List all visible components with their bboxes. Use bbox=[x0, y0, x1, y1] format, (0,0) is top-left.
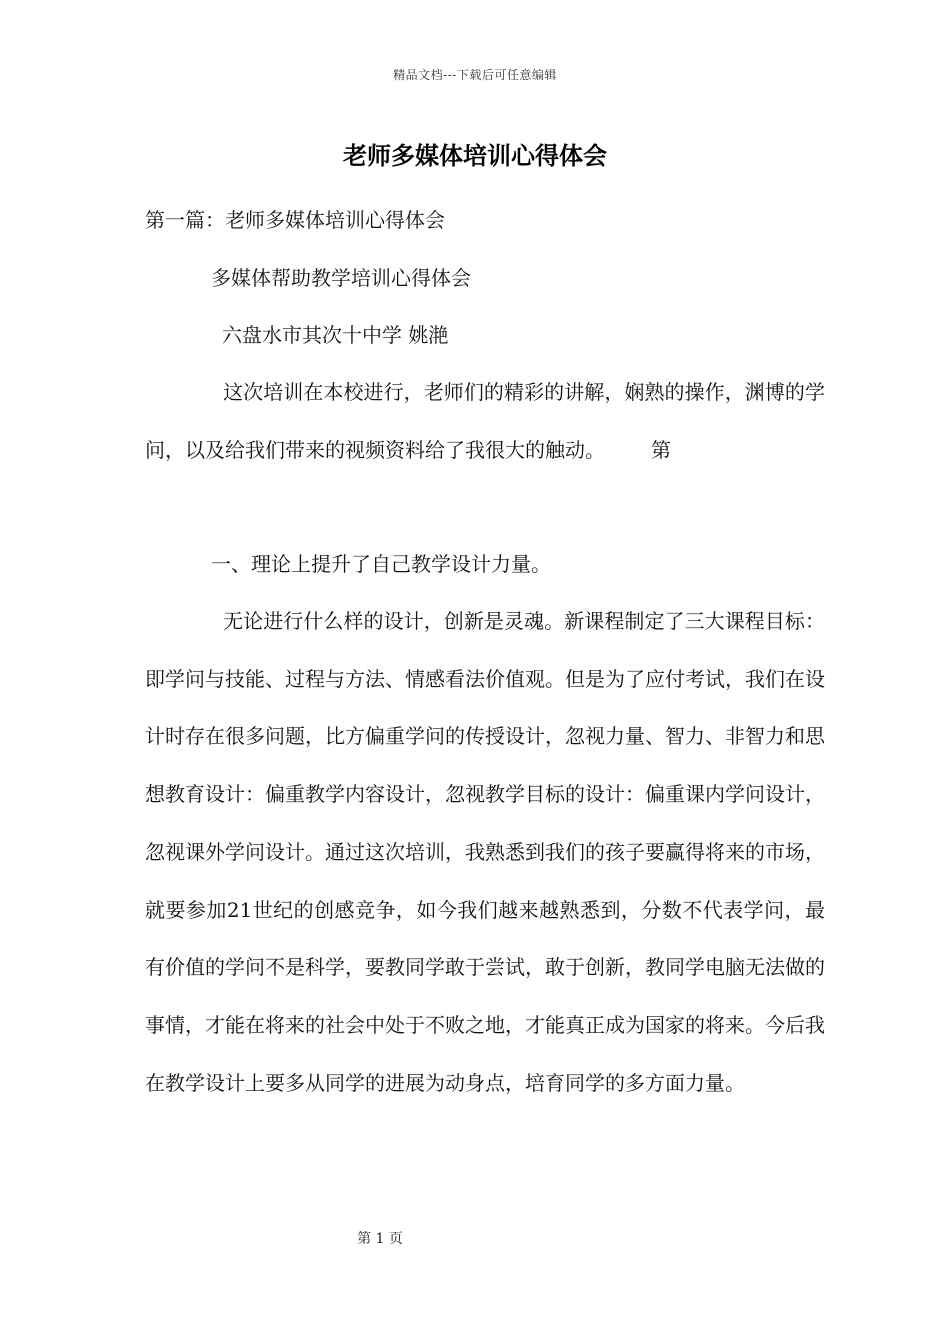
paragraph-2 bbox=[145, 593, 825, 1112]
page-number: 第 1 页 bbox=[357, 1231, 403, 1247]
subtitle: 多媒体帮助教学培训心得体会 bbox=[211, 266, 471, 290]
paragraph-1-text: 这次培训在本校进行，老师们的精彩的讲解，娴熟的操作，渊博的学问，以及给我们带来的视频资料给了我很大的触动。 bbox=[145, 380, 825, 462]
document-title: 老师多媒体培训心得体会 bbox=[343, 141, 607, 170]
chapter-heading: 第一篇：老师多媒体培训心得体会 bbox=[145, 208, 445, 232]
paragraph-2-text: 无论进行什么样的设计，创新是灵魂。新课程制定了三大课程目标：即学问与技能、过程与方法、情感看法价值观。但是为了应付考试，我们在设计时存在很多问题，比方偏重学问的传授设计，忽视力量、智力、非智力和思想教育设计：偏重教学内容设计，忽视教学目标的设计：偏重课内学问设计，忽视课外学问设计。通过这次培训，我熟悉到我们的孩子要赢得将来的市场，就要参加21世纪的创感竞争，如今我们越来越熟悉到，分数不代表学问，最有价值的学问不是科学，要教同学敢于尝试，敢于创新，教同学电脑无法做的事情，才能在将来的社会中处于不败之地，才能真正成为国家的将来。今后我在教学设计上要多从同学的进展为动身点，培育同学的多方面力量。 bbox=[145, 609, 825, 1095]
section-heading-1: 一、理论上提升了自己教学设计力量。 bbox=[211, 552, 551, 576]
author-line: 六盘水市其次十中学 姚滟 bbox=[222, 323, 449, 347]
paragraph-1 bbox=[145, 364, 825, 479]
header-note: 精品文档---下载后可任意编辑 bbox=[393, 68, 557, 82]
paragraph-1-trailing: 第 bbox=[651, 437, 671, 462]
